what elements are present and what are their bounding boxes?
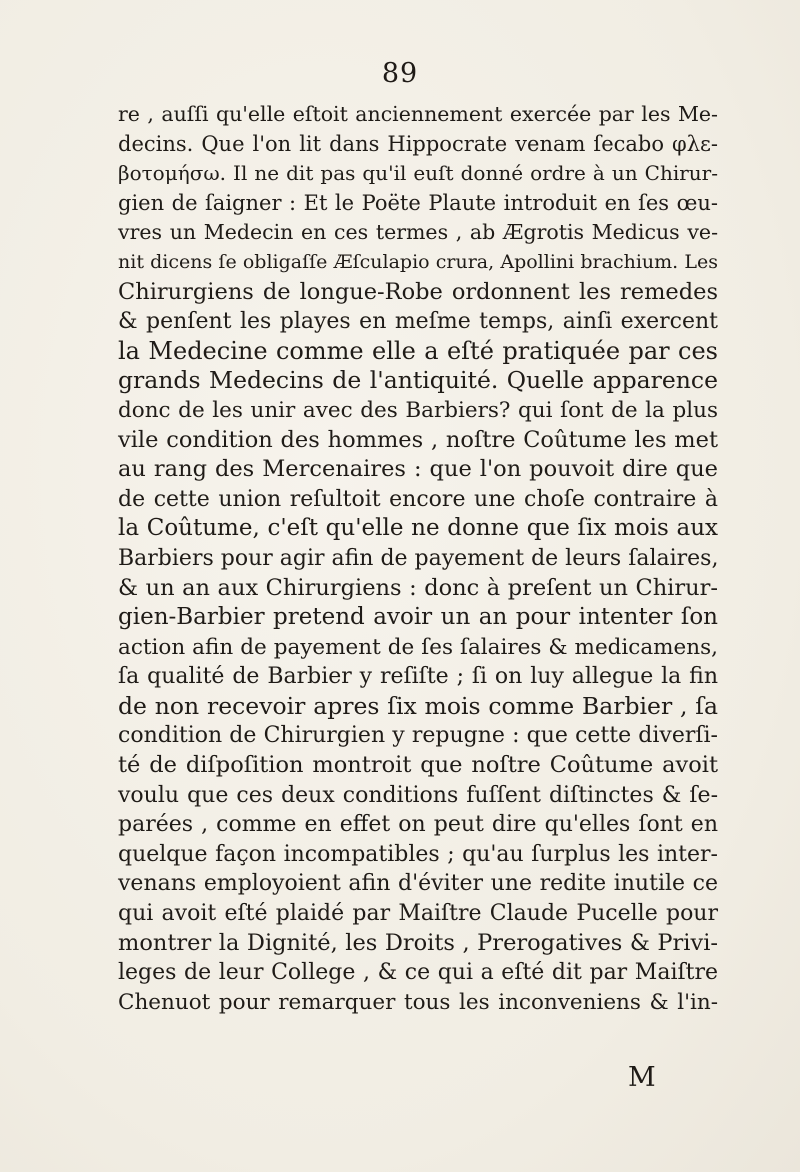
text-line: Chirurgiens de longue-Robe ordonnent les remedes (118, 278, 718, 305)
text-line: condition de Chirurgien y repugne : que cette diverſi- (118, 723, 718, 749)
text-line: leges de leur College , & ce qui a eſté dit par Maiſtre (118, 960, 718, 986)
text-line: vile condition des hommes , noſtre Coûtume les met (118, 426, 718, 453)
text-line: parées , comme en effet on peut dire qu'elles ſont en (118, 812, 718, 838)
text-line: decins. Que l'on lit dans Hippocrate venam ſecabo φλε- (118, 131, 718, 156)
text-line: gien de ſaigner : Et le Poëte Plaute introduit en ſes œu- (118, 190, 718, 215)
text-line: ſa qualité de Barbier y reſiſte ; ſi on luy allegue la fin (118, 664, 718, 690)
text-line: de non recevoir apres ſix mois comme Barbier , ſa (118, 691, 718, 720)
text-line: Chenuot pour remarquer tous les inconveniens & l'in- (118, 989, 718, 1015)
text-line: té de diſpoſition montroit que noſtre Coûtume avoit (118, 752, 718, 779)
text-line: de cette union reſultoit encore une choſe contraire à (118, 486, 718, 512)
text-line: & penſent les playes en meſme temps, ainſi exercent (118, 309, 718, 335)
text-line: voulu que ces deux conditions fuſſent diſtinctes & ſe- (118, 782, 718, 808)
text-line: grands Medecins de l'antiquité. Quelle apparence (118, 366, 718, 395)
text-line: au rang des Mercenaires : que l'on pouvoit dire que (118, 456, 718, 483)
text-line: Barbiers pour agir afin de payement de leurs ſalaires, (118, 545, 719, 571)
text-line: la Medecine comme elle a eſté pratiquée par ces (118, 336, 718, 365)
text-line: venans employoient afin d'éviter une redite inutile ce (118, 871, 718, 897)
text-line: donc de les unir avec des Barbiers? qui ſont de la plus (118, 397, 718, 423)
text-line: βοτομήσω. Il ne dit pas qu'il euſt donné ordre à un Chirur- (118, 161, 718, 186)
text-line: nit dicens ſe obligaſſe Æſculapio crura, Apollini brachium. Les (118, 250, 718, 273)
text-line: vres un Medecin en ces termes , ab Ægrotis Medicus ve- (118, 220, 718, 245)
text-line: gien-Barbier pretend avoir un an pour intenter ſon (118, 604, 718, 631)
text-line: action afin de payement de ſes ſalaires & medicamens, (118, 634, 718, 660)
page-number: 89 (381, 58, 419, 89)
text-line: & un an aux Chirurgiens : donc à preſent un Chirur- (118, 574, 718, 601)
text-line: re , auſſi qu'elle eſtoit anciennement exercée par les Me- (118, 102, 718, 126)
body-text (118, 100, 718, 1017)
catchword: M (628, 1062, 656, 1093)
text-line: quelque façon incompatibles ; qu'au ſurplus les inter- (118, 841, 718, 867)
text-line: montrer la Dignité, les Droits , Prerogatives & Privi- (118, 929, 718, 956)
text-line: la Coûtume, c'eſt qu'elle ne donne que ſix mois aux (118, 515, 718, 542)
text-line: qui avoit eſté plaidé par Maiſtre Claude Pucelle pour (118, 901, 718, 927)
